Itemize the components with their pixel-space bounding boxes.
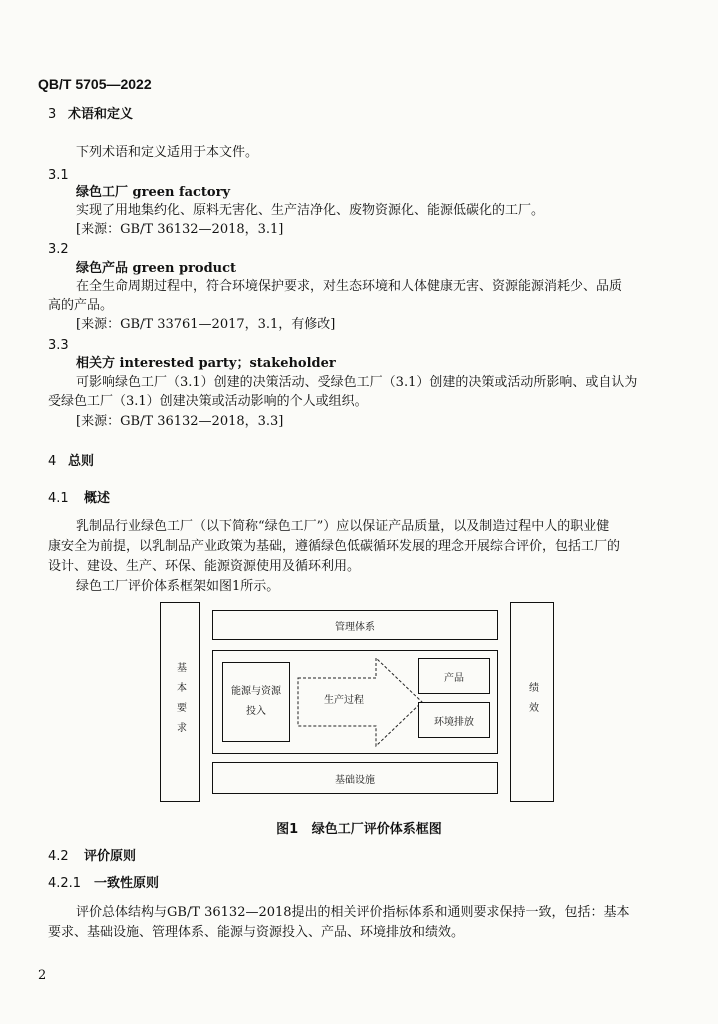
section-4-1-paragraph-line1: 乳制品行业绿色工厂（以下简称“绿色工厂”）应以保证产品质量，以及制造过程中人的职业健 [76, 519, 610, 534]
diagram-infrastructure-box: 基础设施 [212, 762, 498, 794]
section-3-intro: 下列术语和定义适用于本文件。 [76, 145, 259, 160]
term-3-2-definition-line1: 在全生命周期过程中，符合环境保护要求，对生态环境和人体健康无害、资源能源消耗少、品质 [76, 279, 623, 294]
diagram-emission-box: 环境排放 [418, 702, 490, 738]
term-3-3-source: [来源：GB/T 36132—2018，3.3] [76, 414, 284, 429]
term-3-1-source: [来源：GB/T 36132—2018，3.1] [76, 222, 284, 237]
diagram-performance-box: 绩效 [510, 602, 554, 802]
section-3-number: 3 [48, 107, 57, 122]
section-4-1-paragraph-line3: 设计、建设、生产、环保、能源资源使用及循环利用。 [48, 559, 361, 574]
diagram-management-system-box: 管理体系 [212, 610, 498, 640]
section-4-heading: 总则 [68, 454, 95, 469]
figure-1-caption [0, 818, 718, 837]
term-3-2-title: 绿色产品 green product [76, 261, 237, 276]
section-4-number: 4 [48, 454, 57, 469]
diagram-production-process-label: 生产过程 [324, 695, 364, 706]
diagram-basic-requirements-box: 基本要求 [160, 602, 200, 802]
section-3-heading: 术语和定义 [68, 107, 134, 122]
term-3-3-definition-line2: 受绿色工厂（3.1）创建决策或活动影响的个人或组织。 [48, 394, 368, 409]
diagram-energy-resource-box [222, 662, 290, 742]
term-3-2-number: 3.2 [48, 242, 69, 257]
figure-1-diagram [160, 602, 562, 802]
section-4-2-1-title: 一致性原则 [94, 876, 160, 891]
section-4-1-title: 概述 [84, 491, 111, 506]
term-3-1-definition: 实现了用地集约化、原料无害化、生产洁净化、废物资源化、能源低碳化的工厂。 [76, 203, 545, 218]
section-4-1-paragraph-line2: 康安全为前提，以乳制品产业政策为基础，遵循绿色低碳循环发展的理念开展综合评价，包括工厂的 [48, 539, 621, 554]
term-3-2-definition-line2: 高的产品。 [48, 298, 114, 313]
term-3-3-title: 相关方 interested party；stakeholder [76, 356, 336, 371]
section-4-1-paragraph-2: 绿色工厂评价体系框架如图1所示。 [76, 579, 280, 594]
section-4-2-number: 4.2 [48, 849, 69, 864]
diagram-energy-resource-line1: 能源与资源 [231, 686, 281, 697]
term-3-1-title: 绿色工厂 green factory [76, 185, 230, 200]
section-4-2-title: 评价原则 [84, 849, 137, 864]
term-3-3-definition-line1: 可影响绿色工厂（3.1）创建的决策活动、受绿色工厂（3.1）创建的决策或活动所影响、或自认为 [76, 375, 638, 390]
term-3-3-number: 3.3 [48, 338, 69, 353]
term-3-1-number: 3.1 [48, 168, 69, 183]
section-4-1-number: 4.1 [48, 491, 69, 506]
standard-code: QB/T 5705—2022 [38, 76, 152, 92]
term-3-2-source: [来源：GB/T 33761—2017，3.1，有修改] [76, 317, 336, 332]
figure-1-caption-number: 图1 [276, 822, 299, 837]
section-4-2-1-paragraph-line2: 要求、基础设施、管理体系、能源与资源投入、产品、环境排放和绩效。 [48, 925, 465, 940]
figure-1-caption-title: 绿色工厂评价体系框图 [311, 822, 442, 837]
diagram-energy-resource-line2: 投入 [246, 706, 266, 717]
section-4-2-1-paragraph-line1: 评价总体结构与GB/T 36132—2018提出的相关评价指标体系和通则要求保持一致，包括：基本 [76, 905, 630, 920]
page-number: 2 [38, 968, 47, 983]
section-4-2-1-number: 4.2.1 [48, 876, 82, 891]
diagram-product-box: 产品 [418, 658, 490, 694]
